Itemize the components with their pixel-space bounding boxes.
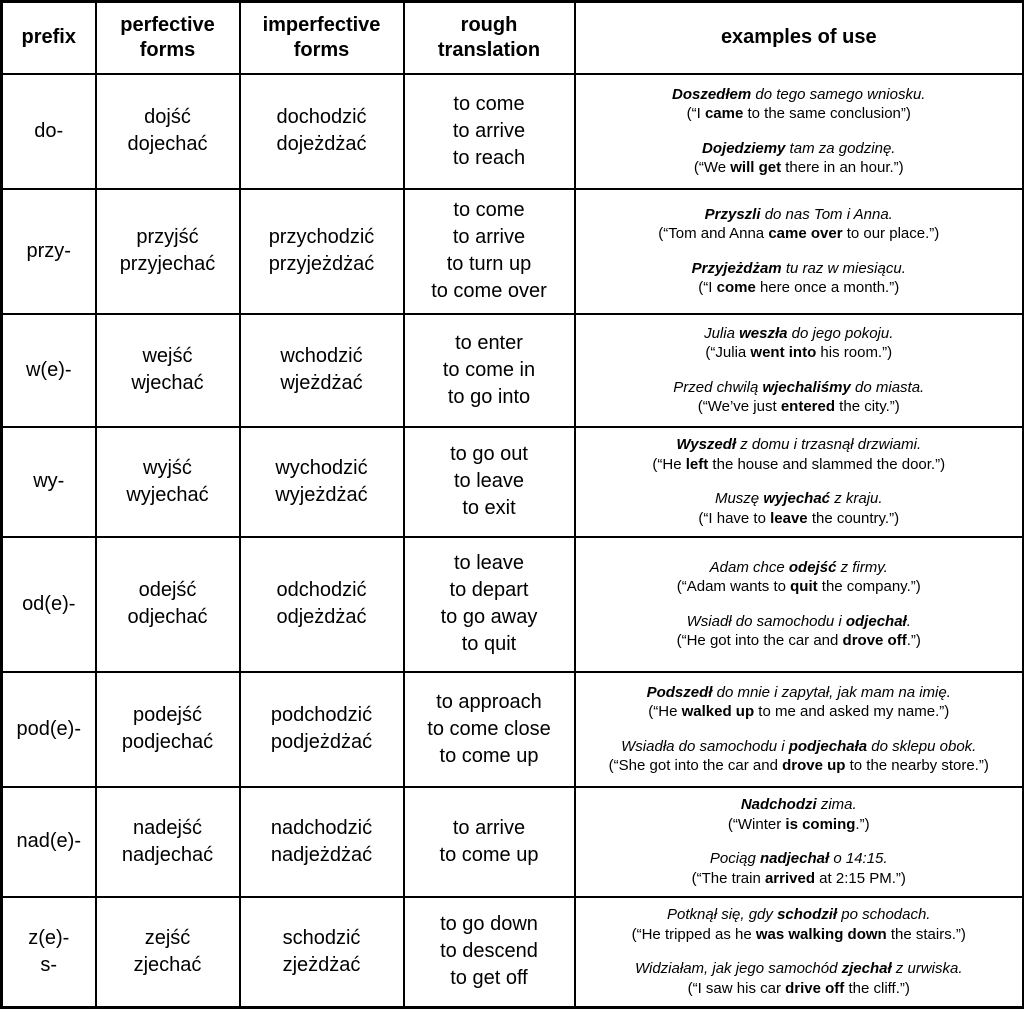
plain-text: (“I saw his car <box>687 979 786 997</box>
table-header <box>2 2 1024 74</box>
polish-sentence <box>580 737 1019 757</box>
plain-text: do miasta. <box>850 378 925 396</box>
polish-sentence <box>580 489 1019 509</box>
perfective-forms-cell-line: wjechać <box>131 372 204 394</box>
perfective-forms-cell-line: dojść <box>144 106 191 128</box>
rough-translation-cell-line: to arrive <box>452 816 526 839</box>
plain-text: the cliff.”) <box>844 979 910 997</box>
prefix-cell-line: s- <box>40 953 58 976</box>
imperfective-forms-cell-line: podchodzić <box>270 704 373 726</box>
rough-translation-cell-line: to go down <box>440 913 538 936</box>
example-block <box>580 378 1019 417</box>
highlighted-word: Przyjeżdżam <box>691 259 782 277</box>
english-translation <box>580 815 1019 835</box>
examples-cell <box>575 189 1024 314</box>
rough-translation-cell-line: to leave <box>453 470 525 492</box>
rough-translation-cell-line: to get off <box>450 967 528 990</box>
highlighted-word: came over <box>768 225 843 242</box>
plain-text: Julia <box>704 324 740 342</box>
highlighted-word: Wyszedł <box>676 436 737 453</box>
imperfective-forms-cell <box>240 74 404 189</box>
prefix-cell-line: pod(e)- <box>16 717 81 740</box>
example-block <box>580 205 1019 244</box>
examples-cell <box>575 427 1024 537</box>
imperfective-forms-cell-line: wychodzić <box>275 456 368 479</box>
rough-translation-cell <box>404 74 575 189</box>
plain-text: do jego pokoju. <box>787 324 894 342</box>
rough-translation-cell-line: to come over <box>431 280 547 302</box>
examples-cell <box>575 897 1024 1008</box>
plain-text: .”) <box>906 632 921 649</box>
rough-translation-cell-line: to go into <box>447 385 531 408</box>
plain-text: (“Winter <box>727 815 786 833</box>
imperfective-forms-cell-line: zjeżdżać <box>282 953 361 976</box>
highlighted-word: quit <box>790 578 818 595</box>
table-row-nade <box>2 787 1024 897</box>
english-translation <box>580 224 1019 244</box>
header-imperfective-forms: imperfective forms <box>240 2 404 74</box>
imperfective-forms-cell-line: wyjeżdżać <box>275 483 368 506</box>
plain-text: (“Tom and Anna <box>658 225 769 242</box>
english-translation <box>580 869 1019 889</box>
english-translation <box>580 397 1019 417</box>
rough-translation-cell-line: to go out <box>450 443 528 465</box>
highlighted-word: nadjechał <box>759 850 830 867</box>
imperfective-forms-cell <box>240 897 404 1008</box>
plain-text: (“We <box>693 159 731 176</box>
plain-text: tam za godzinę. <box>785 139 896 157</box>
table-row-pode <box>2 672 1024 787</box>
rough-translation-cell-line: to enter <box>455 331 523 354</box>
polish-sentence <box>580 378 1019 398</box>
highlighted-word: zjechał <box>841 960 892 978</box>
example-block <box>580 795 1019 834</box>
highlighted-word: left <box>685 455 709 473</box>
plain-text: (“I have to <box>698 509 771 527</box>
polish-sentence <box>580 905 1019 925</box>
plain-text: to the same conclusion”) <box>743 105 911 122</box>
plain-text: Widziałam, jak jego samochód <box>634 960 842 978</box>
plain-text: (“He got into the car and <box>676 632 843 649</box>
perfective-forms-cell <box>96 427 240 537</box>
perfective-forms-cell-line: przyjść <box>136 226 199 248</box>
highlighted-word: weszła <box>739 324 788 342</box>
english-translation <box>580 343 1019 363</box>
polish-sentence <box>580 205 1019 225</box>
highlighted-word: came <box>704 105 744 122</box>
plain-text: his room.”) <box>816 344 893 361</box>
imperfective-forms-cell-line: odjeżdżać <box>276 606 367 628</box>
prefix-cell <box>2 74 96 189</box>
polish-sentence <box>580 324 1019 344</box>
english-translation <box>580 979 1019 999</box>
rough-translation-cell-line: to come close <box>427 717 551 740</box>
rough-translation-cell-line: to come in <box>442 358 536 381</box>
perfective-forms-cell <box>96 314 240 427</box>
rough-translation-cell-line: to come <box>453 199 525 221</box>
plain-text: (“Julia <box>705 344 751 361</box>
plain-text: Pociąg <box>709 850 760 867</box>
plain-text: .”) <box>855 815 870 833</box>
examples-cell <box>575 787 1024 897</box>
highlighted-word: podjechała <box>788 737 868 755</box>
perfective-forms-cell-line: odjechać <box>127 606 208 628</box>
highlighted-word: Doszedłem <box>672 85 752 103</box>
english-translation <box>580 158 1019 178</box>
prefix-cell-line: w(e)- <box>25 358 72 381</box>
rough-translation-cell-line: to turn up <box>446 253 532 275</box>
highlighted-word: come <box>716 279 756 296</box>
perfective-forms-cell-line: zjechać <box>133 953 202 976</box>
highlighted-word: drove up <box>782 757 846 774</box>
plain-text: . <box>906 612 911 630</box>
table-row-we <box>2 314 1024 427</box>
imperfective-forms-cell-line: podjeżdżać <box>270 731 373 753</box>
imperfective-forms-cell-line: nadjeżdżać <box>270 843 373 866</box>
prefix-cell <box>2 189 96 314</box>
table-row-przy <box>2 189 1024 314</box>
highlighted-word: schodził <box>777 906 838 924</box>
prefix-cell <box>2 897 96 1008</box>
highlighted-word: odejść <box>788 558 837 576</box>
example-block <box>580 612 1019 651</box>
rough-translation-cell-line: to quit <box>461 633 517 655</box>
rough-translation-cell-line: to approach <box>436 690 542 713</box>
perfective-forms-cell-line: dojechać <box>127 133 208 155</box>
highlighted-word: was walking down <box>755 925 887 943</box>
rough-translation-cell-line: to come up <box>439 843 539 866</box>
rough-translation-cell-line: to descend <box>440 940 538 963</box>
example-block <box>580 85 1019 124</box>
plain-text: z domu i trzasnął drzwiami. <box>736 436 922 453</box>
rough-translation-cell-line: to arrive <box>452 226 526 248</box>
perfective-forms-cell-line: nadejść <box>133 816 202 839</box>
highlighted-word: drive off <box>785 979 845 997</box>
perfective-forms-cell-line: nadjechać <box>121 843 214 866</box>
example-block <box>580 959 1019 998</box>
plain-text: o 14:15. <box>829 850 888 867</box>
plain-text: at 2:15 PM.”) <box>815 869 906 887</box>
header-prefix: prefix <box>2 2 96 74</box>
example-block <box>580 737 1019 776</box>
imperfective-forms-cell-line: odchodzić <box>276 579 367 601</box>
english-translation <box>580 104 1019 124</box>
example-block <box>580 435 1019 474</box>
highlighted-word: entered <box>780 398 836 415</box>
english-translation <box>580 577 1019 597</box>
table-row-do <box>2 74 1024 189</box>
imperfective-forms-cell-line: dojeżdżać <box>276 133 367 155</box>
perfective-forms-cell-line: wyjechać <box>126 483 209 506</box>
imperfective-forms-cell <box>240 427 404 537</box>
prefix-cell-line: przy- <box>26 239 71 262</box>
polish-sentence <box>580 683 1019 703</box>
rough-translation-cell-line: to leave <box>453 552 525 574</box>
highlighted-word: drove off <box>842 632 907 649</box>
rough-translation-cell-line: to exit <box>462 497 516 519</box>
plain-text: (“We’ve just <box>697 398 781 415</box>
prefix-cell-line: od(e)- <box>22 592 76 615</box>
perfective-forms-cell <box>96 537 240 672</box>
header-perfective-forms: perfective forms <box>96 2 240 74</box>
plain-text: (“He tripped as he <box>631 925 756 943</box>
plain-text: Adam chce <box>709 558 789 576</box>
highlighted-word: wjechaliśmy <box>762 378 851 396</box>
rough-translation-cell <box>404 314 575 427</box>
prefix-cell <box>2 314 96 427</box>
header-rough-translation: rough translation <box>404 2 575 74</box>
plain-text: (“He <box>648 703 682 720</box>
english-translation <box>580 455 1019 475</box>
plain-text: z firmy. <box>836 558 888 576</box>
perfective-forms-cell-line: przyjechać <box>119 253 216 275</box>
highlighted-word: Nadchodzi <box>740 796 817 813</box>
plain-text: tu raz w miesiącu. <box>781 259 906 277</box>
rough-translation-cell-line: to reach <box>452 146 526 169</box>
rough-translation-cell-line: to go away <box>440 606 538 628</box>
prefix-cell-line: nad(e)- <box>16 830 81 852</box>
plain-text: (“He <box>652 455 686 473</box>
imperfective-forms-cell-line: wjeżdżać <box>280 372 363 394</box>
header-row <box>2 2 1024 74</box>
rough-translation-cell <box>404 537 575 672</box>
highlighted-word: odjechał <box>845 612 907 630</box>
plain-text: (“I <box>686 105 705 122</box>
imperfective-forms-cell-line: schodzić <box>282 926 361 949</box>
perfective-forms-cell-line: wejść <box>142 345 193 367</box>
highlighted-word: Przyszli <box>704 205 761 223</box>
rough-translation-cell <box>404 787 575 897</box>
rough-translation-cell <box>404 427 575 537</box>
example-block <box>580 849 1019 888</box>
plain-text: here once a month.”) <box>755 279 900 296</box>
english-translation <box>580 925 1019 945</box>
polish-sentence <box>580 435 1019 455</box>
rough-translation-cell <box>404 897 575 1008</box>
highlighted-word: will get <box>730 159 782 176</box>
plain-text: (“I <box>698 279 717 296</box>
prefix-cell <box>2 537 96 672</box>
english-translation <box>580 702 1019 722</box>
highlighted-word: wyjechać <box>763 490 831 507</box>
plain-text: to our place.”) <box>842 225 940 242</box>
english-translation <box>580 631 1019 651</box>
prefix-cell <box>2 427 96 537</box>
imperfective-forms-cell <box>240 314 404 427</box>
perfective-forms-cell <box>96 189 240 314</box>
perfective-forms-cell-line: odejść <box>138 579 197 601</box>
prefix-cell <box>2 672 96 787</box>
example-block <box>580 324 1019 363</box>
plain-text: (“The train <box>691 869 765 887</box>
highlighted-word: walked up <box>681 703 755 720</box>
plain-text: to me and asked my name.”) <box>754 703 950 720</box>
imperfective-forms-cell-line: nadchodzić <box>270 816 373 839</box>
plain-text: the city.”) <box>835 398 900 415</box>
imperfective-forms-cell <box>240 672 404 787</box>
perfective-forms-cell-line: zejść <box>144 926 191 949</box>
imperfective-forms-cell-line: przychodzić <box>268 226 375 248</box>
polish-sentence <box>580 558 1019 578</box>
imperfective-forms-cell <box>240 787 404 897</box>
highlighted-word: leave <box>770 509 808 527</box>
plain-text: Przed chwilą <box>673 378 763 396</box>
prefix-cell-line: do- <box>34 119 64 142</box>
polish-sentence <box>580 795 1019 815</box>
plain-text: Wsiadł do samochodu i <box>686 612 846 630</box>
examples-cell <box>575 672 1024 787</box>
table-body <box>2 74 1024 1008</box>
imperfective-forms-cell <box>240 537 404 672</box>
example-block <box>580 489 1019 528</box>
plain-text: the country.”) <box>807 509 900 527</box>
plain-text: Potknął się, gdy <box>667 906 778 924</box>
example-block <box>580 558 1019 597</box>
prefix-cell-line: wy- <box>33 470 65 492</box>
example-block <box>580 259 1019 298</box>
prefix-cell <box>2 787 96 897</box>
perfective-forms-cell <box>96 787 240 897</box>
table-row-wy <box>2 427 1024 537</box>
imperfective-forms-cell-line: wchodzić <box>280 345 363 367</box>
rough-translation-cell <box>404 189 575 314</box>
rough-translation-cell-line: to come <box>453 92 525 115</box>
header-examples-of-use: examples of use <box>575 2 1024 74</box>
plain-text: zima. <box>816 796 857 813</box>
plain-text: do sklepu obok. <box>867 737 977 755</box>
rough-translation-cell <box>404 672 575 787</box>
examples-cell <box>575 74 1024 189</box>
highlighted-word: went into <box>750 344 817 361</box>
plain-text: po schodach. <box>837 906 931 924</box>
perfective-forms-cell-line: podejść <box>133 704 202 726</box>
english-translation <box>580 509 1019 529</box>
plain-text: (“Adam wants to <box>676 578 791 595</box>
perfective-forms-cell <box>96 672 240 787</box>
perfective-forms-cell <box>96 74 240 189</box>
rough-translation-cell-line: to come up <box>439 744 539 767</box>
highlighted-word: arrived <box>764 869 816 887</box>
polish-sentence <box>580 849 1019 869</box>
plain-text: do mnie i zapytał, jak mam na imię. <box>712 683 951 701</box>
plain-text: there in an hour.”) <box>781 159 904 176</box>
polish-sentence <box>580 85 1019 105</box>
plain-text: the stairs.”) <box>886 925 966 943</box>
example-block <box>580 139 1019 178</box>
perfective-forms-cell <box>96 897 240 1008</box>
polish-sentence <box>580 259 1019 279</box>
imperfective-forms-cell <box>240 189 404 314</box>
plain-text: to the nearby store.”) <box>845 757 989 774</box>
plain-text: (“She got into the car and <box>608 757 783 774</box>
polish-sentence <box>580 612 1019 632</box>
plain-text: z urwiska. <box>891 960 963 978</box>
plain-text: do nas Tom i Anna. <box>760 205 893 223</box>
example-block <box>580 683 1019 722</box>
plain-text: the company.”) <box>817 578 921 595</box>
plain-text: do tego samego wniosku. <box>751 85 926 103</box>
english-translation <box>580 756 1019 776</box>
highlighted-word: is coming <box>785 815 856 833</box>
table-row-ode <box>2 537 1024 672</box>
plain-text: z kraju. <box>830 490 883 507</box>
examples-cell <box>575 314 1024 427</box>
example-block <box>580 905 1019 944</box>
perfective-forms-cell-line: wyjść <box>143 456 192 479</box>
polish-sentence <box>580 139 1019 159</box>
imperfective-forms-cell-line: przyjeżdżać <box>268 253 375 275</box>
table-row-ze <box>2 897 1024 1008</box>
perfective-forms-cell-line: podjechać <box>121 731 214 753</box>
polish-sentence <box>580 959 1019 979</box>
rough-translation-cell-line: to depart <box>449 579 529 601</box>
english-translation <box>580 278 1019 298</box>
highlighted-word: Dojedziemy <box>702 139 786 157</box>
highlighted-word: Podszedł <box>646 683 713 701</box>
imperfective-forms-cell-line: dochodzić <box>276 106 367 128</box>
plain-text: Muszę <box>714 490 764 507</box>
rough-translation-cell-line: to arrive <box>452 119 526 142</box>
prefix-cell-line: z(e)- <box>28 926 70 949</box>
examples-cell <box>575 537 1024 672</box>
plain-text: Wsiadła do samochodu i <box>621 737 789 755</box>
plain-text: the house and slammed the door.”) <box>708 455 946 473</box>
